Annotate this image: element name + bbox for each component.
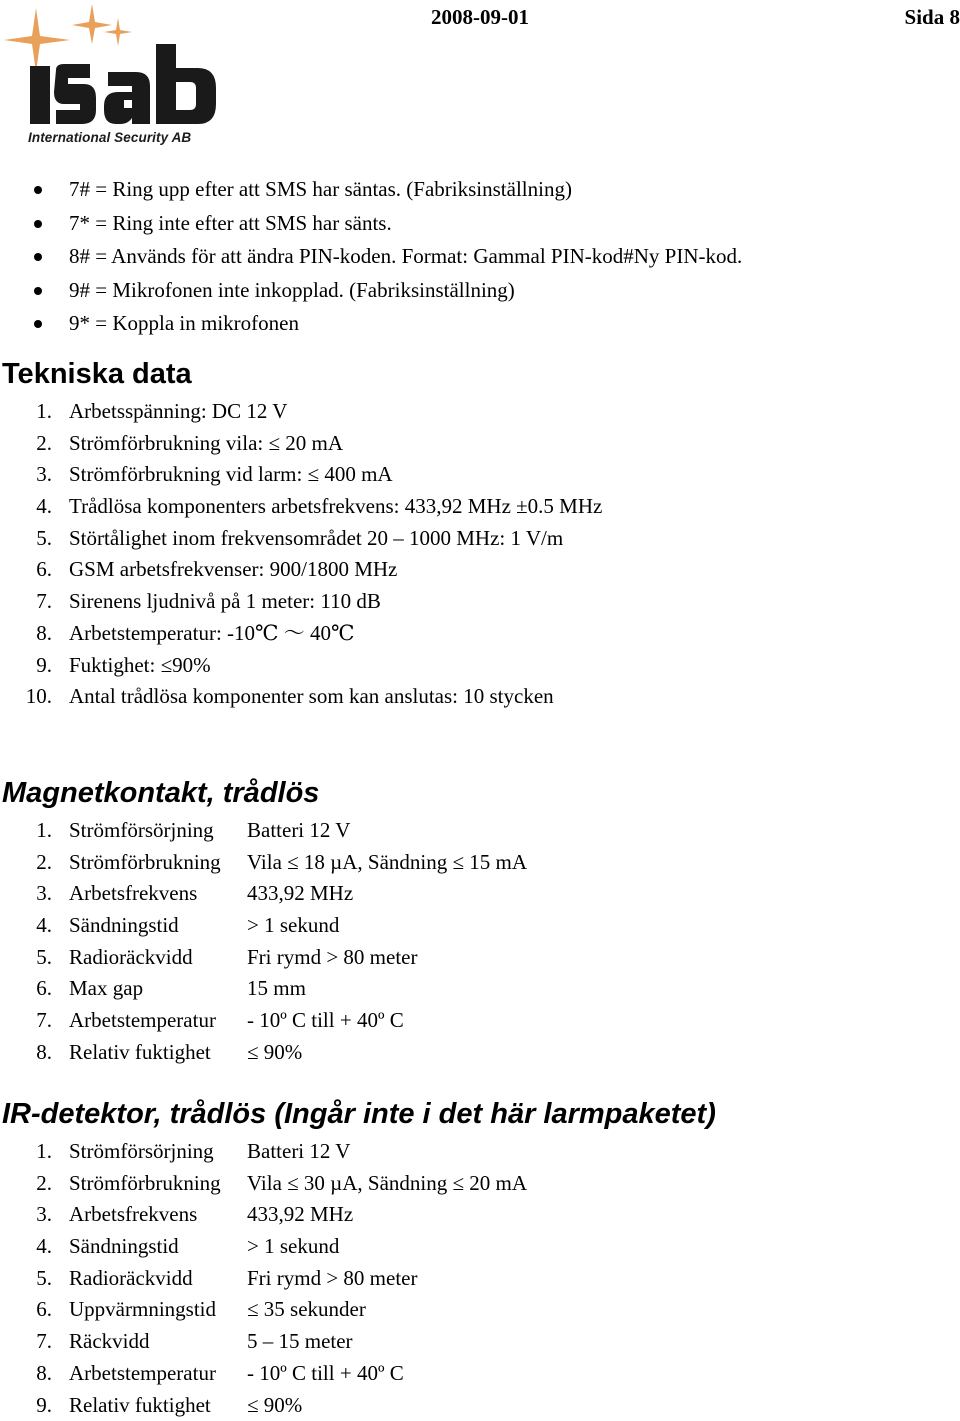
bullet-icon [34,320,42,328]
section-title-magnetkontakt: Magnetkontakt, trådlös [2,777,320,809]
logo-letters [30,44,216,124]
header-page-number: Sida 8 [904,5,960,29]
header-date: 2008-09-01 [431,5,529,29]
list-item: 9* = Koppla in mikrofonen [0,307,742,341]
list-item: 7# = Ring upp efter att SMS har säntas. (Fabriksinställning) [0,173,742,207]
list-item: 7* = Ring inte efter att SMS har sänts. [0,207,742,241]
section-title-tekniska: Tekniska data [2,358,192,390]
logo-tagline: International Security AB [28,130,192,145]
command-bullet-list [0,173,742,341]
bullet-icon [34,287,42,295]
list-item: 9# = Mikrofonen inte inkopplad. (Fabriksinställning) [0,274,742,308]
bullet-icon [34,186,42,194]
list-item: 8# = Används för att ändra PIN-koden. Format: Gammal PIN-kod#Ny PIN-kod. [0,240,742,274]
bullet-icon [34,253,42,261]
bullet-icon [34,220,42,228]
section-title-ir-detektor: IR-detektor, trådlös (Ingår inte i det här larmpaketet) [2,1098,716,1130]
